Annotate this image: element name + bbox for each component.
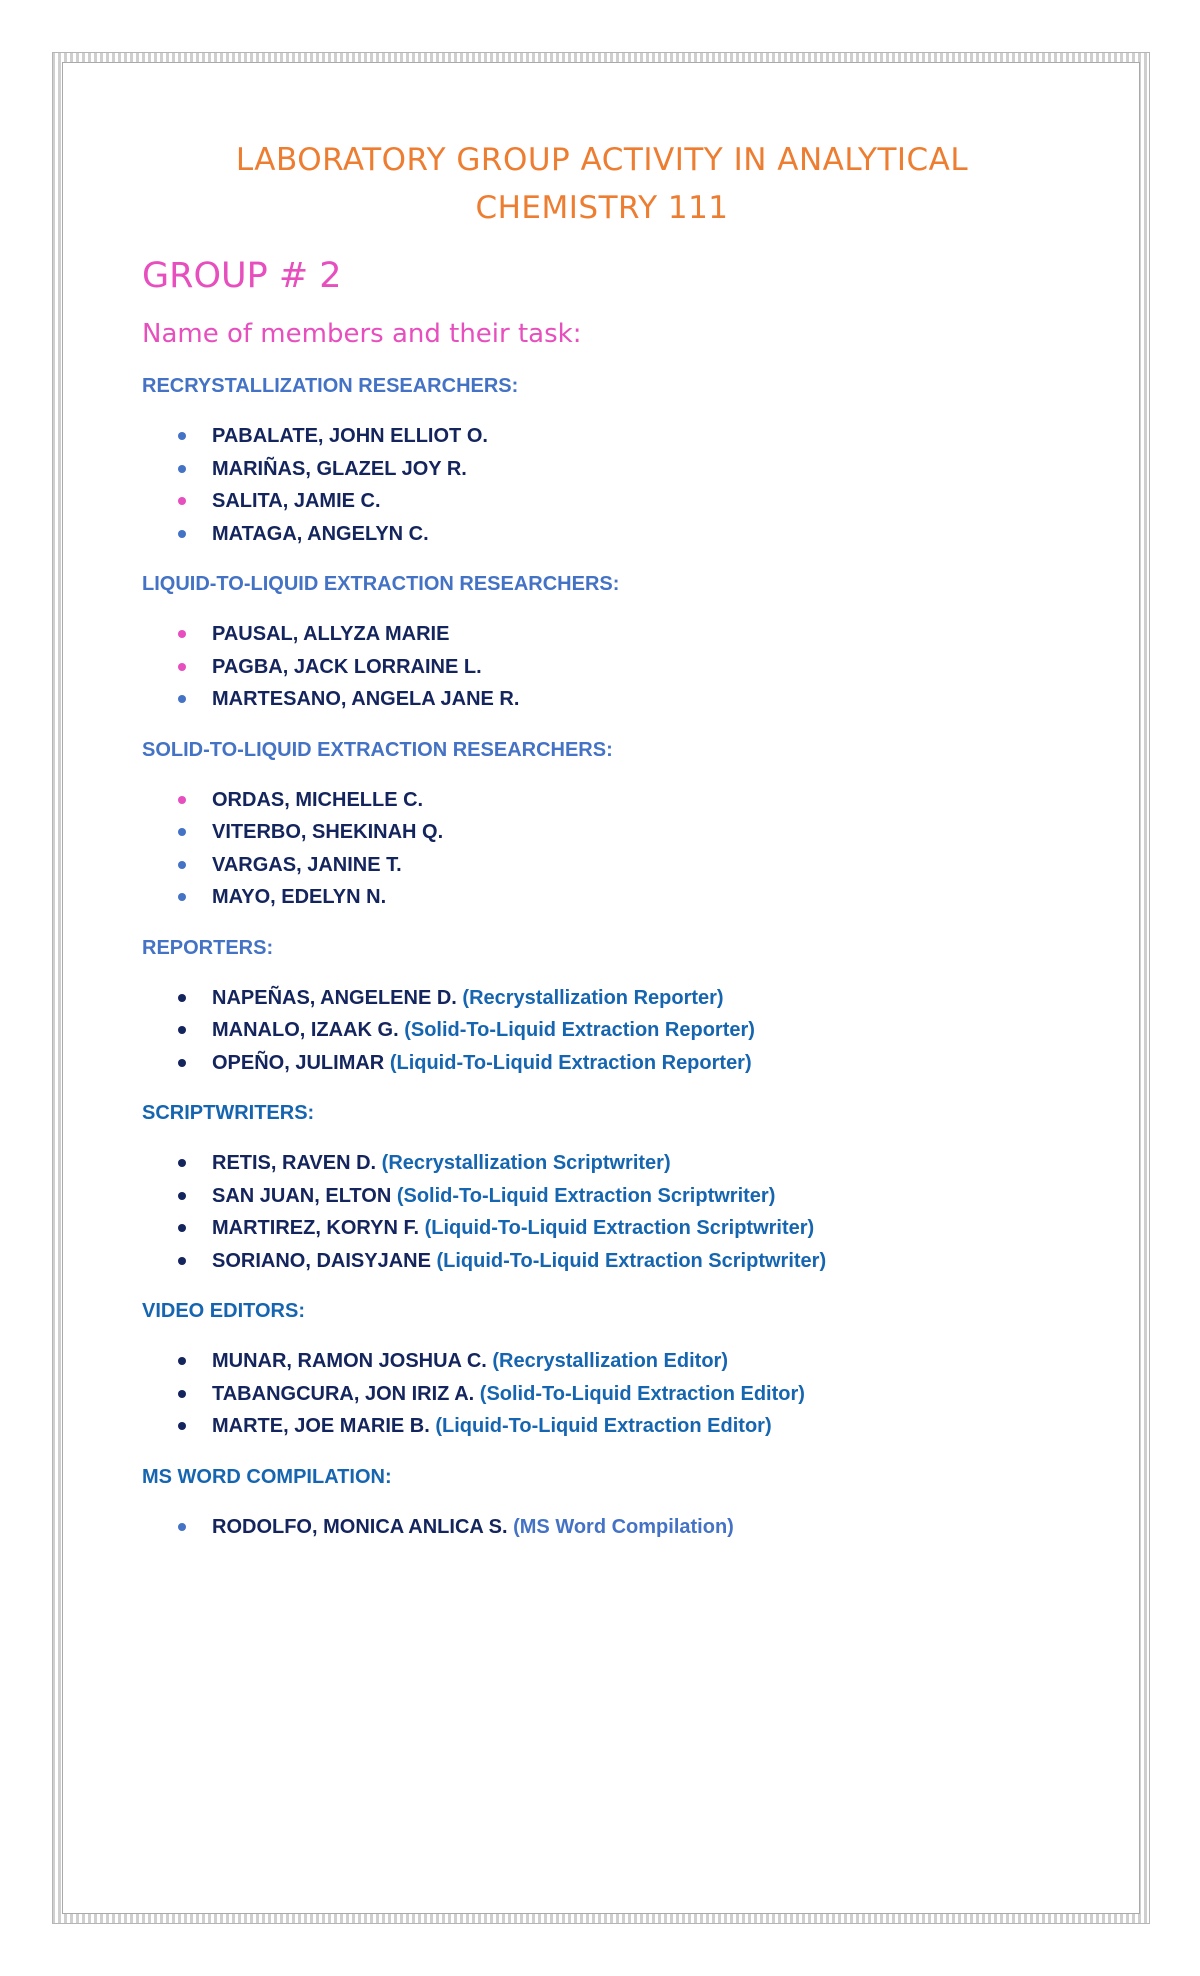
list-item xyxy=(178,453,1062,486)
member-name: NAPEÑAS, ANGELENE D. xyxy=(212,986,457,1009)
member-task: (Recrystallization Editor) xyxy=(492,1350,728,1372)
list-item xyxy=(178,1345,1062,1378)
bullet-icon xyxy=(178,1192,186,1200)
bullet-icon xyxy=(178,1422,186,1430)
bullet-icon xyxy=(178,465,186,473)
section-heading-solid-extraction-researchers: SOLID-TO-LIQUID EXTRACTION RESEARCHERS: xyxy=(142,738,613,761)
member-name: MAYO, EDELYN N. xyxy=(212,886,387,908)
member-task: (Recrystallization Scriptwriter) xyxy=(381,1152,671,1174)
bullet-icon xyxy=(178,1390,186,1398)
bullet-icon xyxy=(178,530,186,538)
list-item xyxy=(178,485,1062,518)
member-name: RETIS, RAVEN D. xyxy=(212,1152,377,1174)
member-name: MARTESANO, ANGELA JANE R. xyxy=(212,688,520,710)
list-item xyxy=(178,683,1062,716)
bullet-icon xyxy=(178,630,186,638)
member-list xyxy=(142,420,1062,550)
section-heading-liquid-extraction-researchers: LIQUID-TO-LIQUID EXTRACTION RESEARCHERS: xyxy=(142,573,620,595)
bullet-icon xyxy=(178,1224,186,1232)
member-task: (Solid-To-Liquid Extraction Reporter) xyxy=(404,1019,755,1041)
document-content xyxy=(142,136,1062,1543)
list-item xyxy=(178,1047,1062,1080)
member-name: OPEÑO, JULIMAR xyxy=(212,1051,385,1074)
member-name: PAGBA, JACK LORRAINE L. xyxy=(212,655,482,678)
bullet-icon xyxy=(178,1059,186,1067)
list-item xyxy=(178,784,1062,817)
member-name: MARTIREZ, KORYN F. xyxy=(212,1217,420,1239)
section-heading-scriptwriters: SCRIPTWRITERS: xyxy=(142,1102,315,1124)
section-heading-ms-word-compilation: MS WORD COMPILATION: xyxy=(142,1465,392,1488)
list-item xyxy=(178,982,1062,1015)
member-name: SAN JUAN, ELTON xyxy=(212,1184,392,1207)
section-heading-reporters: REPORTERS: xyxy=(142,936,274,959)
list-item xyxy=(178,420,1062,453)
list-item xyxy=(178,1511,1062,1544)
list-item xyxy=(178,1410,1062,1443)
section-heading-recrystallization-researchers: RECRYSTALLIZATION RESEARCHERS: xyxy=(142,375,519,397)
list-item xyxy=(178,518,1062,551)
member-name: RODOLFO, MONICA ANLICA S. xyxy=(212,1515,508,1538)
bullet-icon xyxy=(178,1026,186,1034)
list-item xyxy=(178,1245,1062,1278)
member-name: MARIÑAS, GLAZEL JOY R. xyxy=(212,457,467,480)
member-name: MANALO, IZAAK G. xyxy=(212,1019,399,1041)
bullet-icon xyxy=(178,893,186,901)
document-title: LABORATORY GROUP ACTIVITY IN ANALYTICAL CHEMISTRY 111 xyxy=(235,142,969,226)
section-heading-video-editors: VIDEO EDITORS: xyxy=(142,1300,305,1322)
list-item xyxy=(178,1014,1062,1047)
list-item xyxy=(178,881,1062,914)
member-task: (Liquid-To-Liquid Extraction Editor) xyxy=(435,1415,772,1437)
list-item xyxy=(178,651,1062,684)
member-list xyxy=(142,1147,1062,1277)
member-name: TABANGCURA, JON IRIZ A. xyxy=(212,1382,475,1405)
list-item xyxy=(178,849,1062,882)
member-task: (Liquid-To-Liquid Extraction Reporter) xyxy=(389,1051,752,1074)
bullet-icon xyxy=(178,828,186,836)
bullet-icon xyxy=(178,861,186,869)
bullet-icon xyxy=(178,994,186,1002)
member-list xyxy=(142,1345,1062,1443)
member-name: PAUSAL, ALLYZA MARIE xyxy=(212,623,450,645)
list-item xyxy=(178,1147,1062,1180)
member-name: SORIANO, DAISYJANE xyxy=(212,1249,431,1272)
members-subtitle: Name of members and their task: xyxy=(142,319,582,349)
list-item xyxy=(178,618,1062,651)
list-item xyxy=(178,1212,1062,1245)
bullet-icon xyxy=(178,796,186,804)
bullet-icon xyxy=(178,1357,186,1365)
bullet-icon xyxy=(178,695,186,703)
group-number: GROUP # 2 xyxy=(142,256,342,296)
member-name: MARTE, JOE MARIE B. xyxy=(212,1415,430,1437)
member-task: (Liquid-To-Liquid Extraction Scriptwriter) xyxy=(436,1249,827,1272)
member-name: PABALATE, JOHN ELLIOT O. xyxy=(212,425,488,447)
member-task: (Solid-To-Liquid Extraction Editor) xyxy=(479,1382,805,1405)
member-task: (Recrystallization Reporter) xyxy=(462,986,724,1009)
member-name: VARGAS, JANINE T. xyxy=(212,853,402,876)
bullet-icon xyxy=(178,1257,186,1265)
bullet-icon xyxy=(178,497,186,505)
member-name: VITERBO, SHEKINAH Q. xyxy=(212,821,444,843)
member-name: MATAGA, ANGELYN C. xyxy=(212,522,429,545)
list-item xyxy=(178,1180,1062,1213)
member-task: (Liquid-To-Liquid Extraction Scriptwriter) xyxy=(424,1217,815,1239)
member-list xyxy=(142,618,1062,716)
list-item xyxy=(178,816,1062,849)
member-name: MUNAR, RAMON JOSHUA C. xyxy=(212,1350,487,1372)
bullet-icon xyxy=(178,1159,186,1167)
list-item xyxy=(178,1378,1062,1411)
bullet-icon xyxy=(178,663,186,671)
member-list xyxy=(142,784,1062,914)
member-task: (MS Word Compilation) xyxy=(513,1515,734,1538)
bullet-icon xyxy=(178,432,186,440)
bullet-icon xyxy=(178,1523,186,1531)
member-list xyxy=(142,982,1062,1080)
member-name: SALITA, JAMIE C. xyxy=(212,490,381,512)
member-task: (Solid-To-Liquid Extraction Scriptwriter) xyxy=(396,1184,776,1207)
member-list xyxy=(142,1511,1062,1544)
member-name: ORDAS, MICHELLE C. xyxy=(212,788,424,811)
